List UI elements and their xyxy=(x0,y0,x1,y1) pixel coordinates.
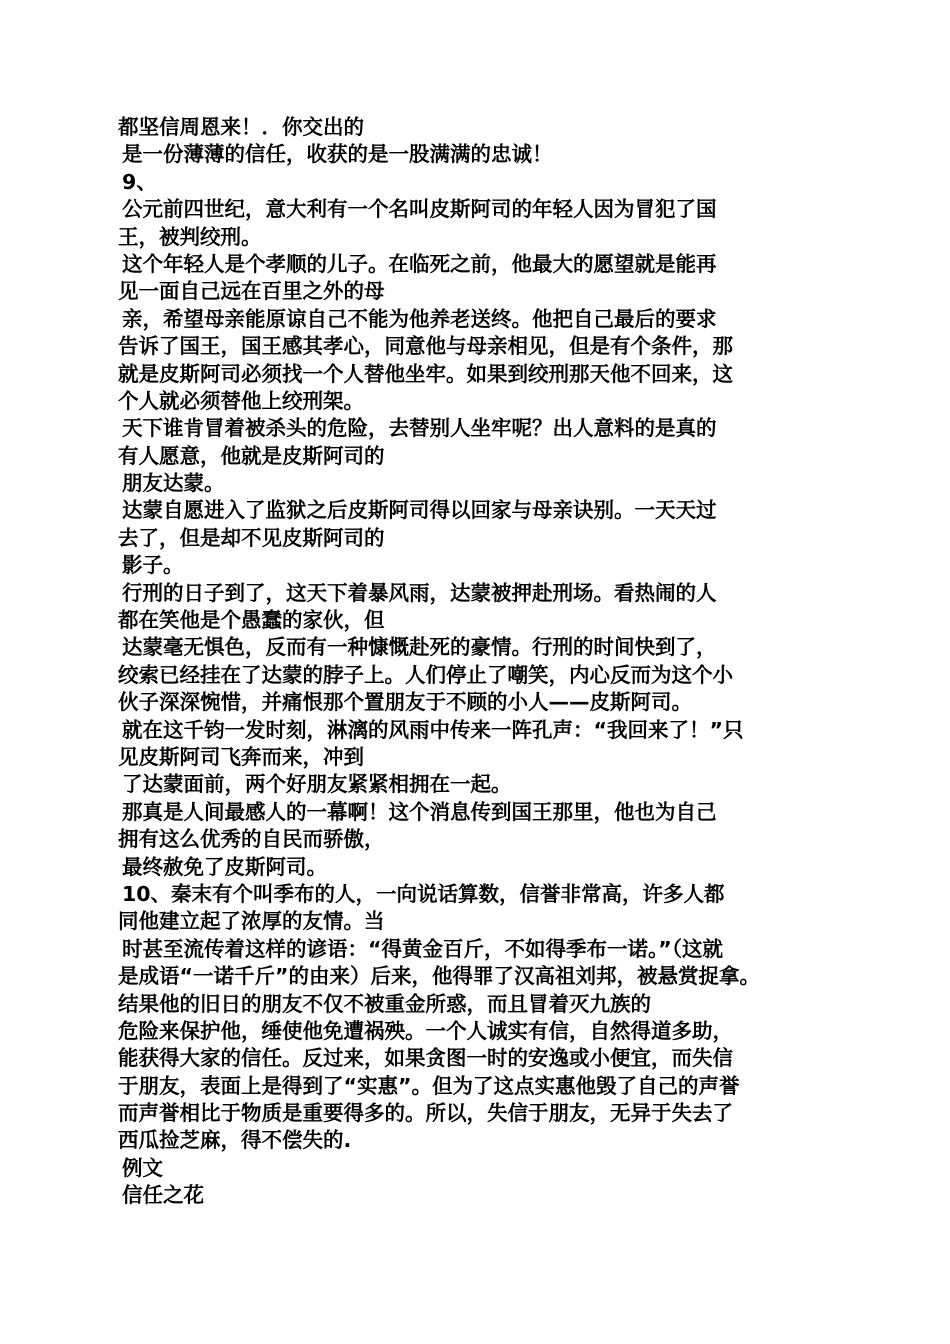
text-line: 危险来保护他，缍使他免遭祸殃。一个人诚实有信，自然得道多助， xyxy=(118,1018,733,1043)
text-line: 就在这千钧一发时刻，淋漓的风雨中传来一阵孔声：“我回来了！”只 xyxy=(122,717,744,742)
text-line: 就是皮斯阿司必须找一个人替他坐牢。如果到绞刑那天他不回来，这 xyxy=(118,361,733,386)
text-line: 是一份薄薄的信任，收获的是一股满满的忠诚！ xyxy=(122,142,553,167)
text-line: 朋友达蒙。 xyxy=(122,471,225,496)
text-line: 能获得大家的信任。反过来，如果贪图一时的安逸或小便宜，而失信 xyxy=(118,1046,733,1071)
text-line: 告诉了国王，国王感其孝心，同意他与母亲相见，但是有个条件，那 xyxy=(118,334,733,359)
text-line: 时甚至流传着这样的谚语：“得黄金百斤，不如得季布一诺。”（这就 xyxy=(122,936,723,961)
text-line: 亲，希望母亲能原谅自己不能为他养老送终。他把自己最后的要求 xyxy=(122,306,717,331)
text-line: 了达蒙面前，两个好朋友紧紧相拥在一起。 xyxy=(122,772,512,797)
text-line: 于朋友，表面上是得到了“实惠”。但为了这点实惠他毁了自己的声誉 xyxy=(118,1073,740,1098)
text-line: 个人就必须替他上绞刑架。 xyxy=(118,388,364,413)
text-line: 那真是人间最感人的一幕啊！这个消息传到国王那里，他也为自己 xyxy=(122,799,717,824)
text-line: 例文 xyxy=(122,1155,163,1180)
text-line: 西瓜捡芝麻，得不偿失的. xyxy=(118,1128,352,1153)
text-line: 达蒙毫无惧色，反而有一种慷慨赴死的豪情。行刑的时间快到了， xyxy=(122,635,717,660)
text-line: 都在笑他是个愚蠢的家伙，但 xyxy=(118,608,385,633)
text-line: 结果他的旧日的朋友不仅不被重金所惑，而且冒着灭九族的 xyxy=(118,991,651,1016)
text-line: 是成语“一诺千斤”的由来）后来，他得罪了汉高祖刘邦，被悬赏捉拿。 xyxy=(118,964,760,989)
text-line: 伙子深深惋惜，并痛恨那个置朋友于不顾的小人——皮斯阿司。 xyxy=(118,690,692,715)
text-line: 都坚信周恩来！．你交出的 xyxy=(118,115,364,139)
text-line: 拥有这么优秀的自民而骄傲， xyxy=(118,827,385,852)
text-line: 最终赦免了皮斯阿司。 xyxy=(122,854,327,879)
text-line: 影子。 xyxy=(122,553,184,578)
text-line: 王，被判绞刑。 xyxy=(118,224,262,249)
text-line: 而声誉相比于物质是重要得多的。所以，失信于朋友，无异于失去了 xyxy=(118,1101,733,1126)
text-line: 有人愿意，他就是皮斯阿司的 xyxy=(118,443,385,468)
text-line: 这个年轻人是个孝顺的儿子。在临死之前，他最大的愿望就是能再 xyxy=(122,251,717,276)
text-line: 信任之花 xyxy=(122,1183,204,1208)
text-line: 见皮斯阿司飞奔而来，冲到 xyxy=(118,744,364,769)
text-line: 达蒙自愿进入了监狱之后皮斯阿司得以回家与母亲诀别。一天天过 xyxy=(122,498,717,523)
text-line: 见一面自己远在百里之外的母 xyxy=(118,279,385,304)
text-line: 9、 xyxy=(122,169,157,194)
text-line: 同他建立起了浓厚的友情。当 xyxy=(118,909,385,934)
text-line: 10、秦末有个叫季布的人，一向说话算数，信誉非常高，许多人都 xyxy=(122,881,725,906)
text-line: 天下谁肯冒着被杀头的危险，去替别人坐牢呢？出人意料的是真的 xyxy=(122,416,717,441)
text-line: 绞索已经挂在了达蒙的脖子上。人们停止了嘲笑，内心反而为这个小 xyxy=(118,662,733,687)
document-body xyxy=(118,114,838,1210)
text-line: 去了，但是却不见皮斯阿司的 xyxy=(118,525,385,550)
text-line: 公元前四世纪，意大利有一个名叫皮斯阿司的年轻人因为冒犯了国 xyxy=(122,197,717,222)
text-line: 行刑的日子到了，这天下着暴风雨，达蒙被押赴刑场。看热闹的人 xyxy=(122,580,717,605)
